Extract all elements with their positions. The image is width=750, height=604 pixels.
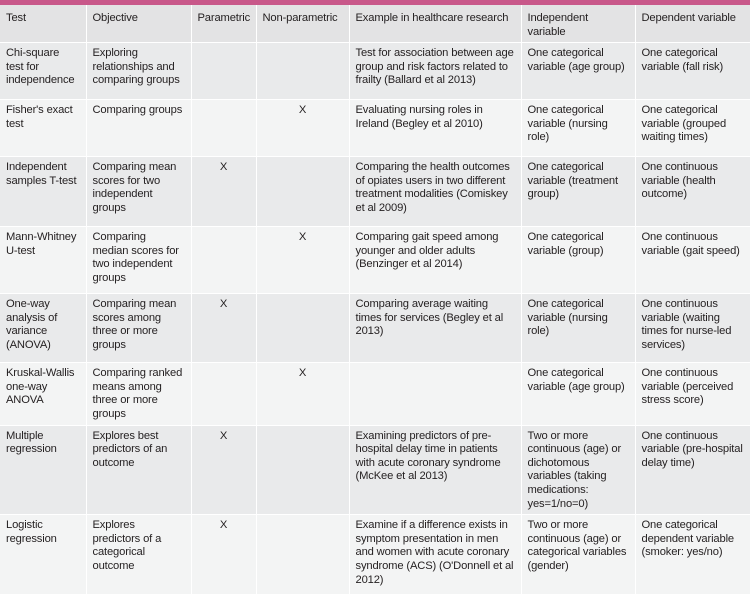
header-test: Test xyxy=(0,5,86,43)
cell-non-parametric: X xyxy=(256,227,349,294)
cell-independent-variable: One categorical variable (nursing role) xyxy=(521,100,635,157)
cell-objective: Comparing ranked means among three or more groups xyxy=(86,363,191,425)
table-row xyxy=(0,294,750,363)
cell-test: Kruskal-Wallis one-way ANOVA xyxy=(0,363,86,425)
cell-example: Examine if a difference exists in symptom presentation in men and women with acute coronary syndrome (ACS) (O'Donnell et al 2012) xyxy=(349,515,521,594)
cell-parametric xyxy=(191,100,256,157)
cell-independent-variable: One categorical variable (age group) xyxy=(521,43,635,100)
cell-objective: Comparing groups xyxy=(86,100,191,157)
header-objective: Objective xyxy=(86,5,191,43)
cell-parametric xyxy=(191,43,256,100)
cell-non-parametric xyxy=(256,515,349,594)
cell-parametric: X xyxy=(191,157,256,227)
cell-parametric: X xyxy=(191,515,256,594)
cell-dependent-variable: One continuous variable (perceived stress score) xyxy=(635,363,750,425)
header-non-parametric: Non-parametric xyxy=(256,5,349,43)
statistical-tests-table xyxy=(0,5,750,594)
cell-dependent-variable: One continuous variable (health outcome) xyxy=(635,157,750,227)
cell-independent-variable: One categorical variable (group) xyxy=(521,227,635,294)
cell-dependent-variable: One continuous variable (waiting times for nurse-led services) xyxy=(635,294,750,363)
cell-example: Test for association between age group and risk factors related to frailty (Ballard et al 2013) xyxy=(349,43,521,100)
cell-objective: Exploring relationships and comparing groups xyxy=(86,43,191,100)
cell-non-parametric xyxy=(256,294,349,363)
cell-independent-variable: One categorical variable (age group) xyxy=(521,363,635,425)
cell-example: Examining predictors of pre-hospital delay time in patients with acute coronary syndrome (McKee et al 2013) xyxy=(349,425,521,515)
cell-objective: Explores best predictors of an outcome xyxy=(86,425,191,515)
header-dependent-variable: Dependent variable xyxy=(635,5,750,43)
cell-test: Chi-square test for independence xyxy=(0,43,86,100)
cell-objective: Comparing mean scores for two independent groups xyxy=(86,157,191,227)
cell-test: Independent samples T-test xyxy=(0,157,86,227)
cell-parametric xyxy=(191,227,256,294)
header-independent-variable: Independent variable xyxy=(521,5,635,43)
cell-test: One-way analysis of variance (ANOVA) xyxy=(0,294,86,363)
table-row xyxy=(0,43,750,100)
table-row xyxy=(0,227,750,294)
cell-test: Multiple regression xyxy=(0,425,86,515)
cell-example: Comparing the health outcomes of opiates users in two different treatment modalities (Comiskey et al 2009) xyxy=(349,157,521,227)
header-row xyxy=(0,5,750,43)
cell-test: Fisher's exact test xyxy=(0,100,86,157)
cell-independent-variable: One categorical variable (nursing role) xyxy=(521,294,635,363)
cell-dependent-variable: One categorical variable (fall risk) xyxy=(635,43,750,100)
cell-example: Comparing gait speed among younger and older adults (Benzinger et al 2014) xyxy=(349,227,521,294)
table-row xyxy=(0,363,750,425)
cell-dependent-variable: One categorical variable (grouped waiting times) xyxy=(635,100,750,157)
cell-non-parametric: X xyxy=(256,100,349,157)
cell-independent-variable: Two or more continuous (age) or dichotomous variables (taking medications: yes=1/no=0) xyxy=(521,425,635,515)
cell-objective: Comparing median scores for two independent groups xyxy=(86,227,191,294)
cell-example: Evaluating nursing roles in Ireland (Begley et al 2010) xyxy=(349,100,521,157)
cell-parametric: X xyxy=(191,294,256,363)
cell-example xyxy=(349,363,521,425)
cell-dependent-variable: One categorical dependent variable (smoker: yes/no) xyxy=(635,515,750,594)
table-row xyxy=(0,425,750,515)
cell-objective: Comparing mean scores among three or more groups xyxy=(86,294,191,363)
cell-independent-variable: Two or more continuous (age) or categorical variables (gender) xyxy=(521,515,635,594)
table-row xyxy=(0,157,750,227)
cell-test: Mann-Whitney U-test xyxy=(0,227,86,294)
cell-objective: Explores predictors of a categorical outcome xyxy=(86,515,191,594)
table-row xyxy=(0,515,750,594)
cell-non-parametric xyxy=(256,157,349,227)
header-parametric: Parametric xyxy=(191,5,256,43)
cell-independent-variable: One categorical variable (treatment group) xyxy=(521,157,635,227)
cell-parametric xyxy=(191,363,256,425)
cell-example: Comparing average waiting times for services (Begley et al 2013) xyxy=(349,294,521,363)
table-row xyxy=(0,100,750,157)
cell-parametric: X xyxy=(191,425,256,515)
header-example: Example in healthcare research xyxy=(349,5,521,43)
cell-test: Logistic regression xyxy=(0,515,86,594)
cell-dependent-variable: One continuous variable (gait speed) xyxy=(635,227,750,294)
cell-non-parametric xyxy=(256,425,349,515)
cell-non-parametric: X xyxy=(256,363,349,425)
cell-non-parametric xyxy=(256,43,349,100)
cell-dependent-variable: One continuous variable (pre-hospital delay time) xyxy=(635,425,750,515)
